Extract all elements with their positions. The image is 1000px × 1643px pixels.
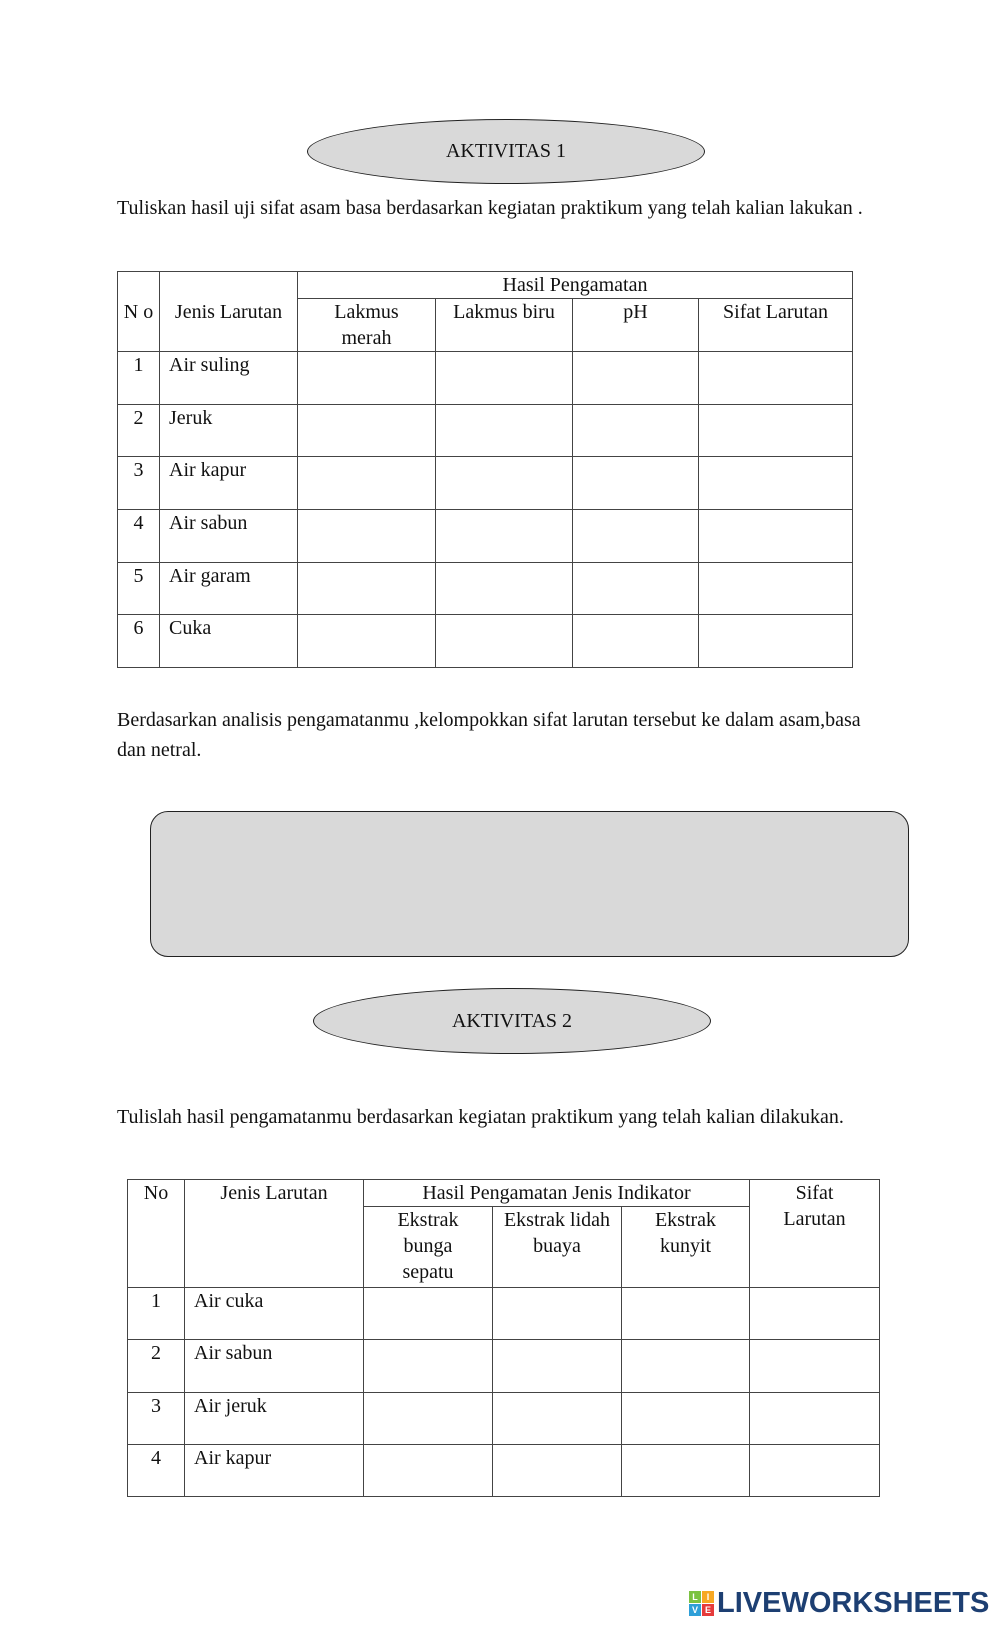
- header-lakmus-biru: Lakmus biru: [436, 299, 573, 352]
- answer-cell[interactable]: [436, 352, 573, 405]
- logo-block: I: [702, 1591, 714, 1603]
- answer-cell[interactable]: [436, 404, 573, 457]
- answer-cell[interactable]: [436, 510, 573, 563]
- answer-cell[interactable]: [750, 1340, 880, 1392]
- answer-cell[interactable]: [298, 615, 436, 668]
- activity2-table: [127, 1179, 880, 1497]
- answer-cell[interactable]: [573, 352, 699, 405]
- logo-block: E: [702, 1604, 714, 1616]
- answer-cell[interactable]: [493, 1288, 622, 1340]
- header-sifat-larutan: Sifat Larutan: [699, 299, 853, 352]
- row-number: 4: [118, 510, 160, 563]
- answer-cell[interactable]: [573, 404, 699, 457]
- answer-cell[interactable]: [750, 1288, 880, 1340]
- answer-cell[interactable]: [364, 1340, 493, 1392]
- header-lakmus-merah: Lakmus merah: [298, 299, 436, 352]
- header-jenis: Jenis Larutan: [185, 1180, 364, 1288]
- header-ekstrak-lidah-buaya: Ekstrak lidah buaya: [493, 1207, 622, 1288]
- answer-cell[interactable]: [573, 615, 699, 668]
- answer-cell[interactable]: [298, 562, 436, 615]
- answer-cell[interactable]: [436, 562, 573, 615]
- row-solution-name: Air jeruk: [185, 1392, 364, 1444]
- row-solution-name: Jeruk: [160, 404, 298, 457]
- answer-cell[interactable]: [493, 1444, 622, 1496]
- activity1-title: AKTIVITAS 1: [445, 140, 567, 162]
- row-solution-name: Air garam: [160, 562, 298, 615]
- answer-cell[interactable]: [699, 457, 853, 510]
- answer-cell[interactable]: [622, 1392, 750, 1444]
- row-number: 6: [118, 615, 160, 668]
- row-number: 2: [128, 1340, 185, 1392]
- header-sifat-larutan: Sifat Larutan: [750, 1180, 880, 1288]
- answer-box[interactable]: [150, 811, 909, 957]
- header-ph: pH: [573, 299, 699, 352]
- row-number: 1: [118, 352, 160, 405]
- row-solution-name: Air kapur: [185, 1444, 364, 1496]
- header-hasil-pengamatan: Hasil Pengamatan: [298, 272, 853, 299]
- answer-cell[interactable]: [364, 1288, 493, 1340]
- activity1-title-badge: [307, 119, 705, 184]
- answer-cell[interactable]: [493, 1340, 622, 1392]
- answer-cell[interactable]: [436, 457, 573, 510]
- activity1-instruction: Tuliskan hasil uji sifat asam basa berdasarkan kegiatan praktikum yang telah kalian lakukan .: [117, 197, 863, 219]
- answer-cell[interactable]: [622, 1340, 750, 1392]
- answer-cell[interactable]: [298, 404, 436, 457]
- row-solution-name: Air suling: [160, 352, 298, 405]
- row-number: 5: [118, 562, 160, 615]
- header-no: No: [128, 1180, 185, 1288]
- table-row: [118, 510, 853, 563]
- answer-cell[interactable]: [699, 562, 853, 615]
- answer-cell[interactable]: [573, 562, 699, 615]
- answer-cell[interactable]: [364, 1444, 493, 1496]
- table-row: [128, 1288, 880, 1340]
- table-row: [128, 1392, 880, 1444]
- row-solution-name: Air sabun: [185, 1340, 364, 1392]
- activity1-table: [117, 271, 853, 668]
- table-row: [118, 352, 853, 405]
- answer-cell[interactable]: [699, 404, 853, 457]
- logo-block: L: [689, 1591, 701, 1603]
- answer-cell[interactable]: [298, 457, 436, 510]
- row-number: 4: [128, 1444, 185, 1496]
- activity2-title-badge: [313, 988, 711, 1054]
- row-solution-name: Cuka: [160, 615, 298, 668]
- analysis-instruction: Berdasarkan analisis pengamatanmu ,kelompokkan sifat larutan tersebut ke dalam asam,basa dan netral.: [117, 709, 861, 761]
- activity2-title: AKTIVITAS 2: [451, 1009, 573, 1032]
- row-solution-name: Air cuka: [185, 1288, 364, 1340]
- row-number: 2: [118, 404, 160, 457]
- header-hasil-indikator: Hasil Pengamatan Jenis Indikator: [364, 1180, 750, 1207]
- row-solution-name: Air kapur: [160, 457, 298, 510]
- table-row: [128, 1444, 880, 1496]
- answer-cell[interactable]: [493, 1392, 622, 1444]
- activity2-instruction: Tulislah hasil pengamatanmu berdasarkan kegiatan praktikum yang telah kalian dilakukan.: [117, 1106, 844, 1128]
- header-ekstrak-bunga-sepatu: Ekstrak bunga sepatu: [364, 1207, 493, 1288]
- logo-block: V: [689, 1604, 701, 1616]
- row-number: 3: [118, 457, 160, 510]
- liveworksheets-logo: [689, 1587, 989, 1620]
- answer-cell[interactable]: [298, 510, 436, 563]
- header-ekstrak-kunyit: Ekstrak kunyit: [622, 1207, 750, 1288]
- answer-cell[interactable]: [699, 510, 853, 563]
- answer-cell[interactable]: [436, 615, 573, 668]
- header-no: N o: [118, 272, 160, 352]
- answer-cell[interactable]: [622, 1444, 750, 1496]
- answer-cell[interactable]: [699, 615, 853, 668]
- header-jenis: Jenis Larutan: [160, 272, 298, 352]
- row-number: 1: [128, 1288, 185, 1340]
- answer-cell[interactable]: [573, 510, 699, 563]
- answer-cell[interactable]: [699, 352, 853, 405]
- row-number: 3: [128, 1392, 185, 1444]
- answer-cell[interactable]: [622, 1288, 750, 1340]
- row-solution-name: Air sabun: [160, 510, 298, 563]
- table-row: [128, 1340, 880, 1392]
- logo-blocks-icon: [689, 1591, 714, 1616]
- answer-cell[interactable]: [573, 457, 699, 510]
- answer-cell[interactable]: [750, 1444, 880, 1496]
- answer-cell[interactable]: [750, 1392, 880, 1444]
- logo-text: LIVEWORKSHEETS: [717, 1587, 990, 1619]
- table-row: [118, 457, 853, 510]
- table-row: [118, 562, 853, 615]
- answer-cell[interactable]: [364, 1392, 493, 1444]
- table-row: [118, 615, 853, 668]
- answer-cell[interactable]: [298, 352, 436, 405]
- table-row: [118, 404, 853, 457]
